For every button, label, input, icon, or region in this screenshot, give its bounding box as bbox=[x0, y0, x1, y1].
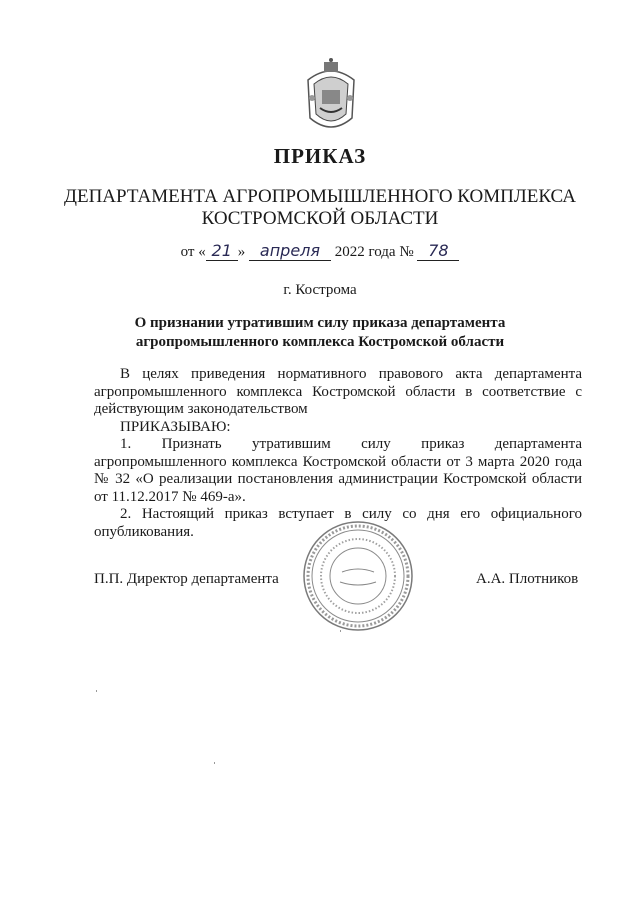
preamble-paragraph: В целях приведения нормативного правового акта департамента агропромышленного комплекса Костромской области в соответствие с действующим законодательством bbox=[94, 366, 582, 417]
city: г. Кострома bbox=[283, 282, 357, 298]
subject-line-2: агропромышленного комплекса Костромской области bbox=[135, 334, 505, 350]
date-year: 2022 года № bbox=[334, 244, 414, 260]
signature-name: А.А. Плотников bbox=[476, 571, 579, 587]
order-number: 78 bbox=[417, 242, 459, 261]
coat-of-arms-icon bbox=[300, 58, 362, 138]
signature-position: П.П. Директор департамента bbox=[94, 571, 279, 587]
order-keyword: ПРИКАЗЫВАЮ: bbox=[120, 418, 231, 435]
clause-2: 2. Настоящий приказ вступает в силу со дня его официального опубликования. bbox=[94, 506, 582, 540]
department-line-1: ДЕПАРТАМЕНТА АГРОПРОМЫШЛЕННОГО КОМПЛЕКСА bbox=[64, 186, 576, 207]
scan-speck bbox=[96, 690, 97, 692]
date-month: апреля bbox=[249, 242, 331, 261]
scan-speck bbox=[340, 630, 341, 632]
date-line bbox=[0, 242, 640, 261]
department-name bbox=[0, 186, 640, 230]
document-body bbox=[94, 366, 582, 541]
clause-1: 1. Признать утратившим силу приказ департамента агропромышленного комплекса Костромской области от 3 марта 2020 года № 32 «О реализации постановления администрации Костромской области от 11.12.2017 № 469-а». bbox=[94, 436, 582, 505]
document-title: ПРИКАЗ bbox=[273, 144, 367, 168]
scan-speck bbox=[214, 762, 215, 764]
date-prefix: от « bbox=[180, 244, 206, 260]
official-seal-icon bbox=[302, 520, 414, 632]
subject-heading bbox=[0, 314, 640, 352]
department-line-2: КОСТРОМСКОЙ ОБЛАСТИ bbox=[201, 208, 439, 229]
date-separator: » bbox=[237, 244, 246, 260]
subject-line-1: О признании утратившим силу приказа департамента bbox=[134, 315, 506, 331]
date-day: 21 bbox=[206, 242, 238, 261]
